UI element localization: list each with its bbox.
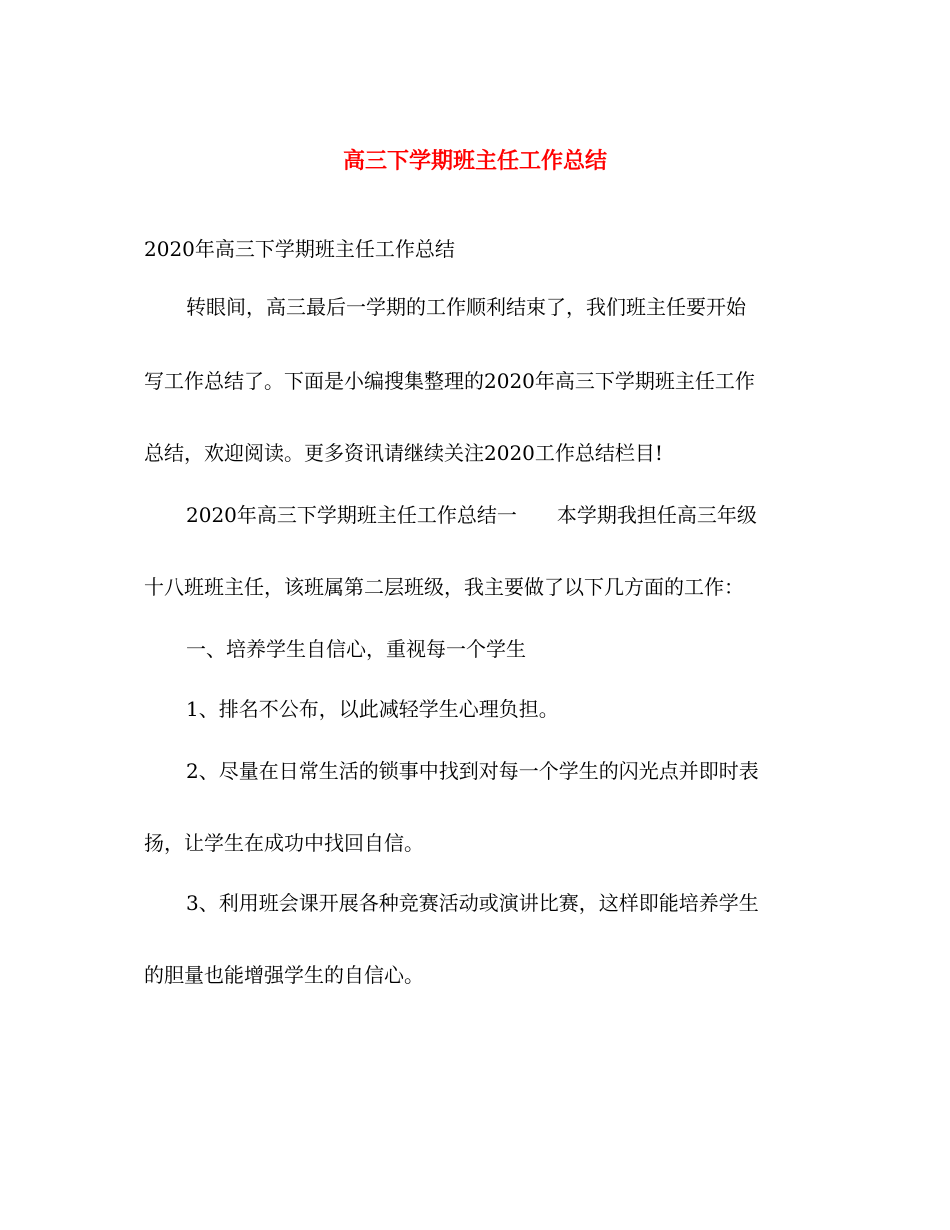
list-item-continuation: 的胆量也能增强学生的自信心。 (144, 963, 424, 987)
section-heading: 一、培养学生自信心，重视每一个学生 (186, 637, 526, 661)
list-item-continuation: 扬，让学生在成功中找回自信。 (144, 831, 424, 855)
list-item: 3、利用班会课开展各种竞赛活动或演讲比赛，这样即能培养学生 (186, 891, 759, 915)
list-item: 1、排名不公布，以此减轻学生心理负担。 (186, 697, 559, 721)
body-line: 转眼间，高三最后一学期的工作顺利结束了，我们班主任要开始 (186, 295, 746, 319)
body-line: 写工作总结了。下面是小编搜集整理的2020年高三下学期班主任工作 (144, 369, 755, 393)
subtitle-line: 2020年高三下学期班主任工作总结 (144, 237, 455, 261)
body-line: 2020年高三下学期班主任工作总结一 本学期我担任高三年级 (186, 503, 757, 527)
list-item: 2、尽量在日常生活的锁事中找到对每一个学生的闪光点并即时表 (186, 759, 759, 783)
body-line: 十八班班主任，该班属第二层班级，我主要做了以下几方面的工作： (144, 575, 744, 599)
body-line: 总结，欢迎阅读。更多资讯请继续关注2020工作总结栏目! (144, 441, 663, 465)
document-title: 高三下学期班主任工作总结 (342, 148, 607, 174)
